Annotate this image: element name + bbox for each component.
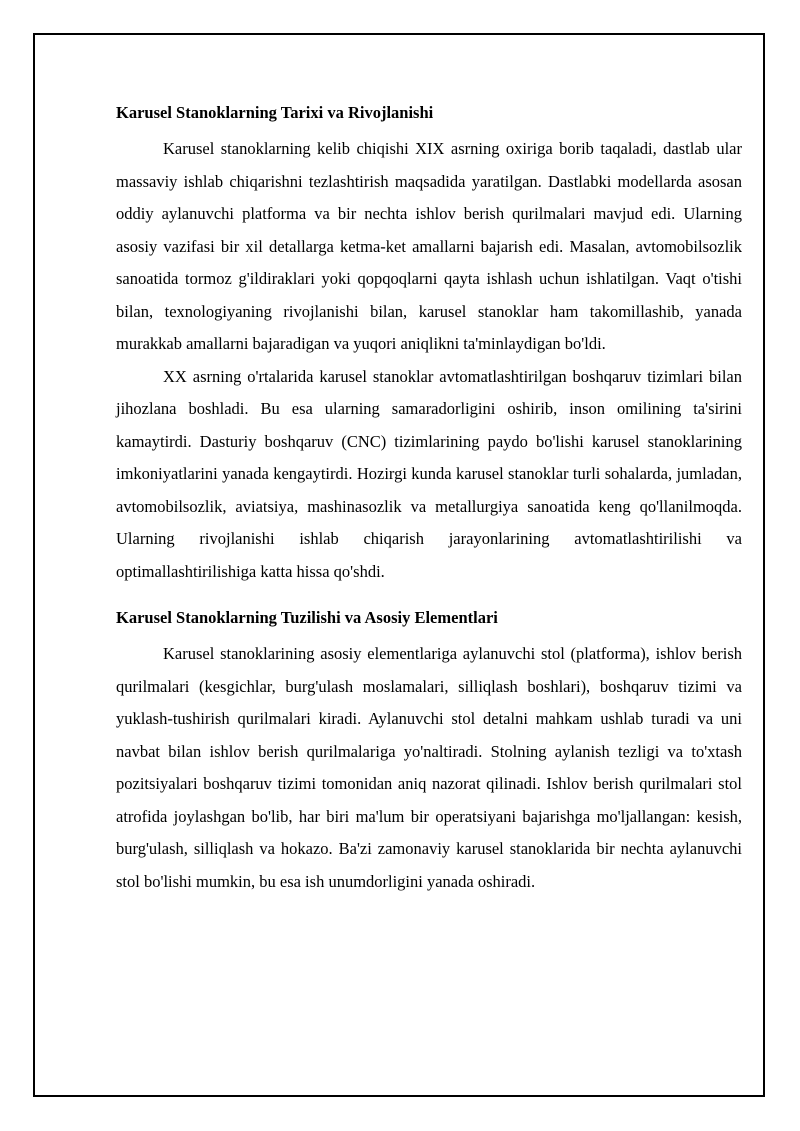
paragraph-history-2: XX asrning o'rtalarida karusel stanoklar avtomatlashtirilgan boshqaruv tizimlari bilan jihozlana boshladi. Bu esa ularning samaradorligini oshirib, inson omilining ta'sirini kamaytirdi. Dasturiy boshqaruv (CNC) tizimlarining paydo bo'lishi karusel stanoklarining imkoniyatlarini yanada kengaytirdi. Hozirgi kunda karusel stanoklar turli sohalarda, jumladan, avtomobilsozlik, aviatsiya, mashinasozlik va metallurgiya sanoatida keng qo'llanilmoqda. Ularning rivojlanishi ishlab chiqarish jarayonlarining avtomatlashtirilishi va optimallashtirilishiga katta hissa qo'shdi. — [116, 366, 742, 581]
paragraph-structure-1: Karusel stanoklarining asosiy elementlariga aylanuvchi stol (platforma), ishlov berish qurilmalari (kesgichlar, burg'ulash moslamalari, silliqlash boshlari), boshqaruv tizimi va yuklash-tushirish qurilmalari kiradi. Aylanuvchi stol detalni mahkam ushlab turadi va uni navbat bilan ishlov berish qurilmalariga yo'naltiradi. Stolning aylanish tezligi va to'xtash pozitsiyalari boshqaruv tizimi tomonidan aniq nazorat qilinadi. Ishlov berish qurilmalari stol atrofida joylashgan bo'lib, har biri ma'lum bir operatsiyani bajarishga mo'ljallangan: kesish, burg'ulash, silliqlash va hokazo. Ba'zi zamonaviy karusel stanoklarida bir nechta aylanuvchi stol bo'lishi mumkin, bu esa ish unumdorligini yanada oshiradi. — [116, 644, 742, 891]
section-title-history: Karusel Stanoklarning Tarixi va Rivojlanishi — [116, 103, 434, 122]
section-structure — [116, 602, 742, 898]
section-spacer — [116, 588, 742, 602]
paragraph-history-1: Karusel stanoklarning kelib chiqishi XIX asrning oxiriga borib taqaladi, dastlab ular massaviy ishlab chiqarishni tezlashtirish maqsadida yaratilgan. Dastlabki modellarda asosan oddiy aylanuvchi platforma va bir nechta ishlov berish qurilmalari mavjud edi. Ularning asosiy vazifasi bir xil detallarga ketma-ket amallarni bajarish edi. Masalan, avtomobilsozlik sanoatida tormoz g'ildiraklari yoki qopqoqlarni qayta ishlash uchun ishlatilgan. Vaqt o'tishi bilan, texnologiyaning rivojlanishi bilan, karusel stanoklar ham takomillashib, yanada murakkab amallarni bajaradigan va yuqori aniqlikni ta'minlaydigan bo'ldi. — [116, 139, 742, 353]
section-title-structure: Karusel Stanoklarning Tuzilishi va Asosiy Elementlari — [116, 608, 498, 627]
section-history — [116, 97, 742, 588]
document-body — [116, 97, 742, 898]
